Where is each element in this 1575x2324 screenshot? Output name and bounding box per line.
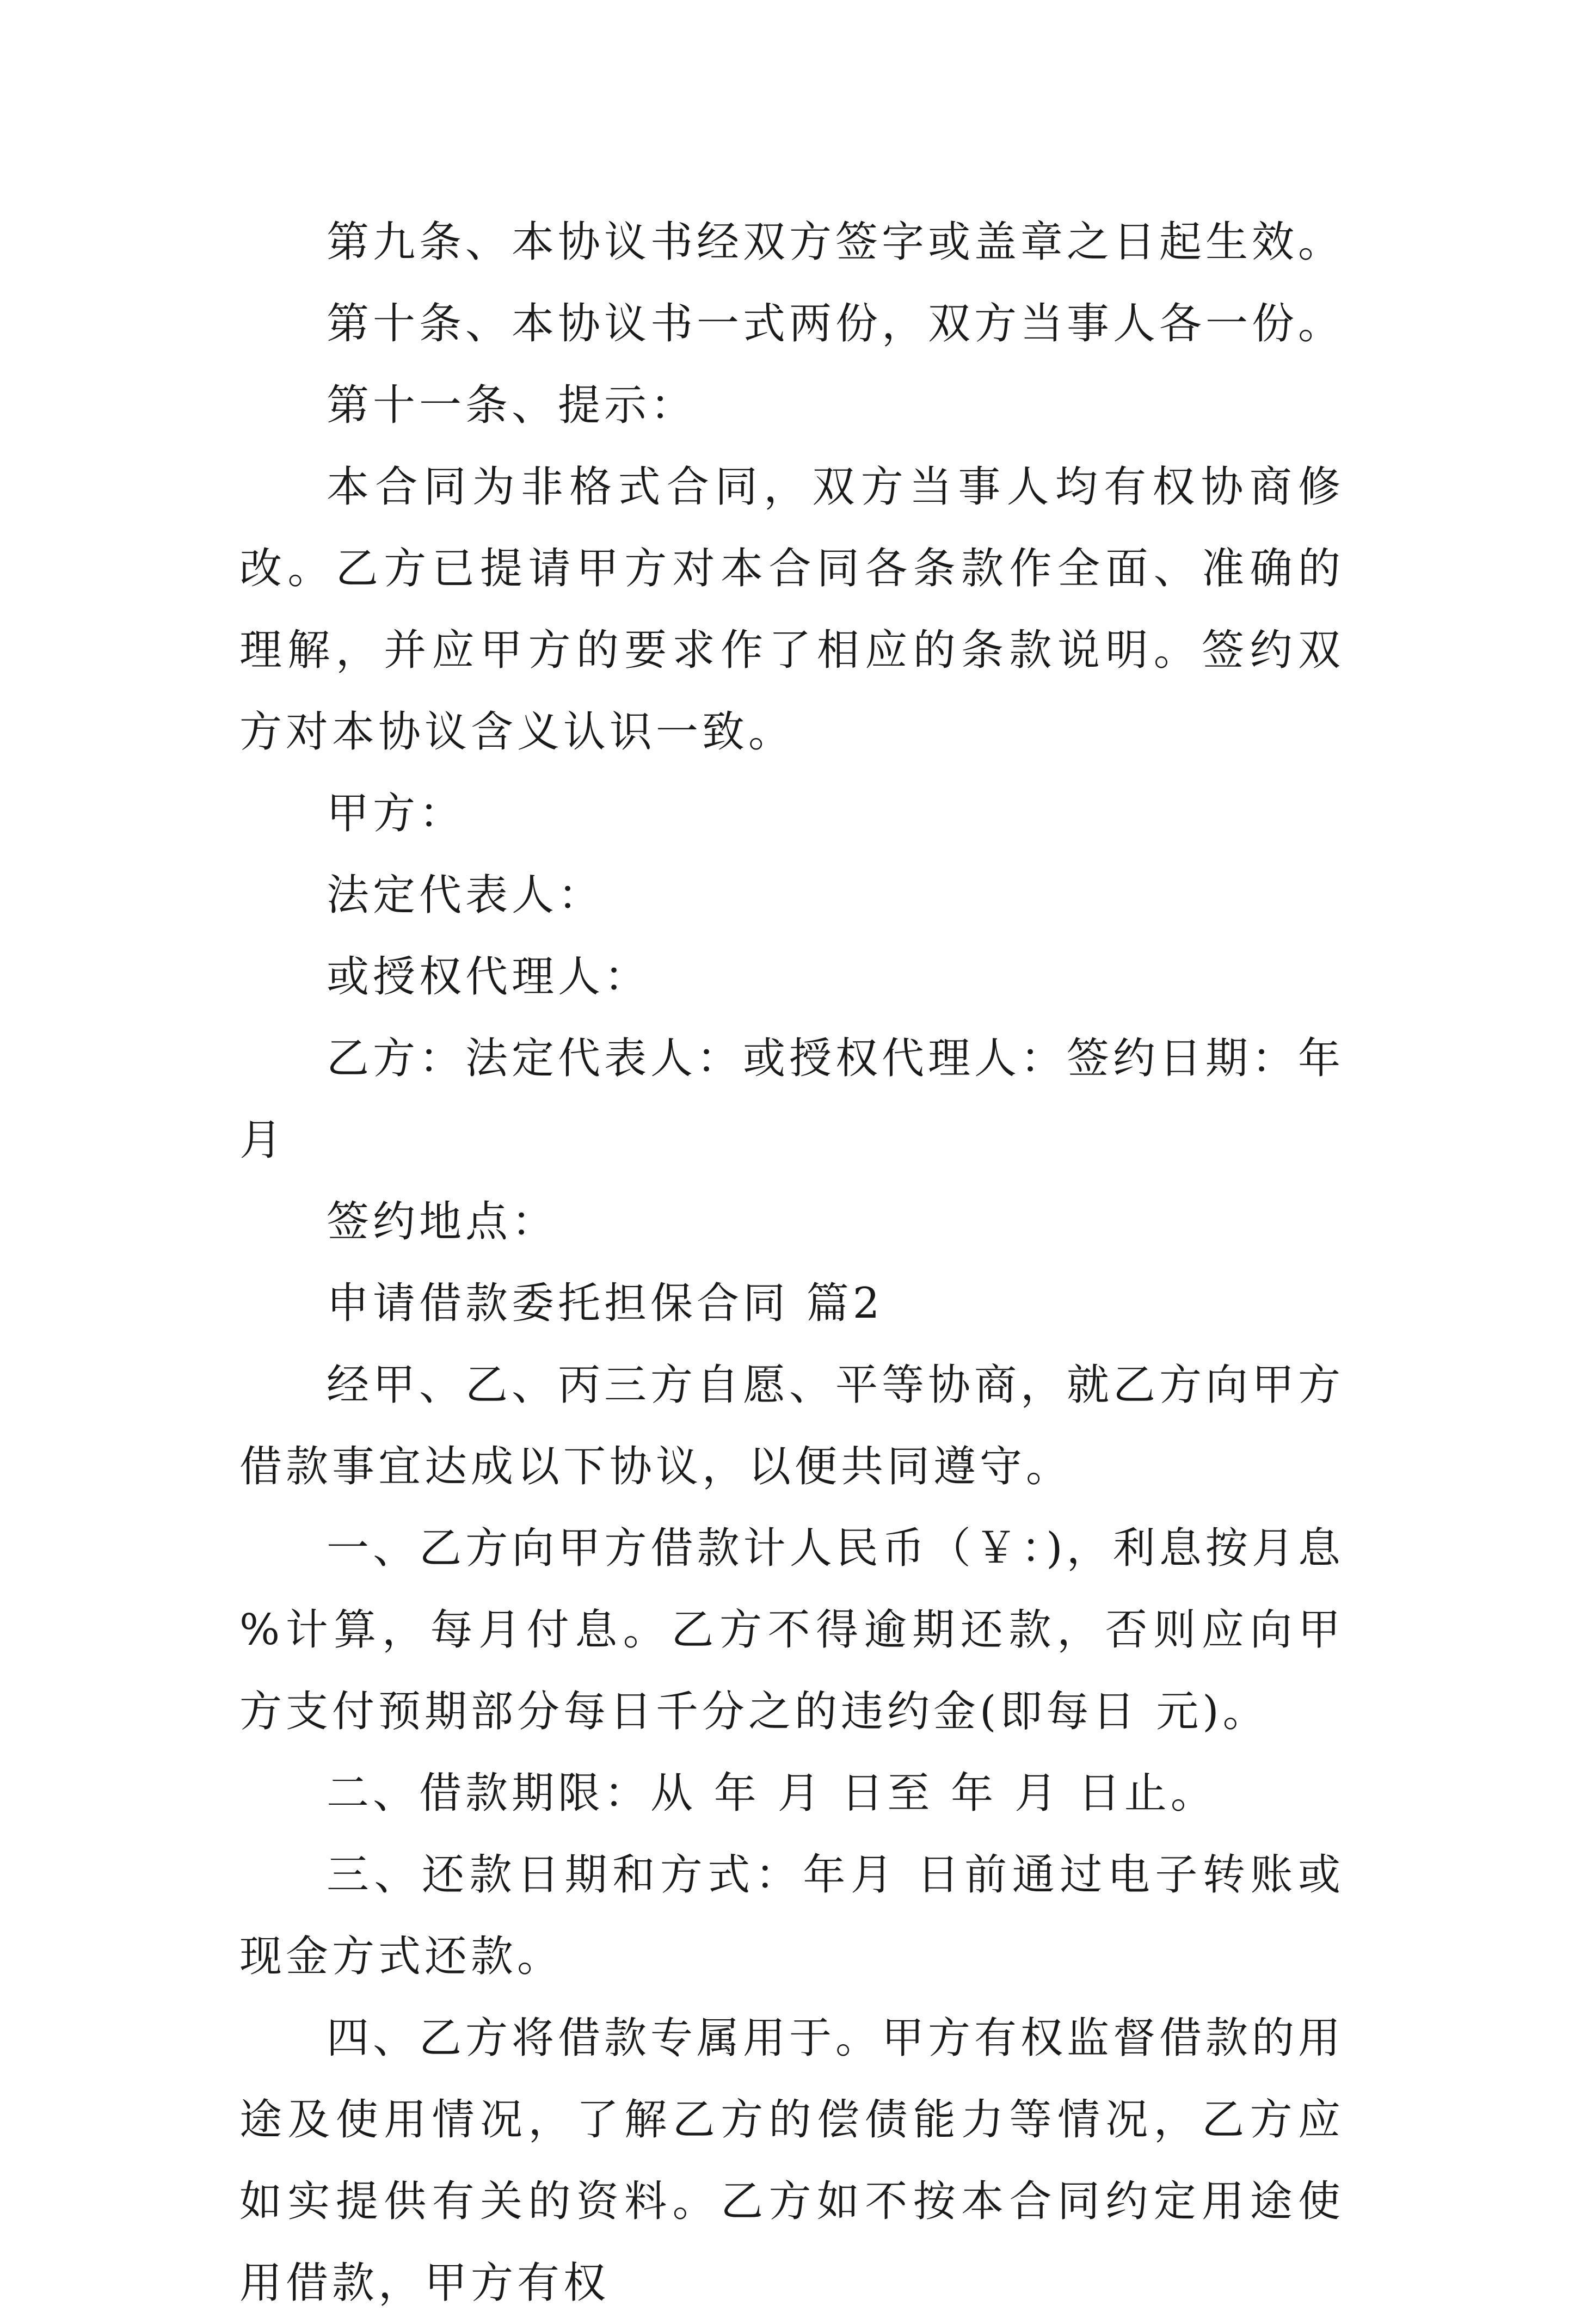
paragraph-clause-4: 四、乙方将借款专属用于。甲方有权监督借款的用途及使用情况，了解乙方的偿债能力等情况，乙方应如实提供有关的资料。乙方如不按本合同约定用途使用借款，甲方有权 <box>239 2014 1345 2308</box>
paragraph-notice: 本合同为非格式合同，双方当事人均有权协商修改。乙方已提请甲方对本合同各条款作全面、准确的理解，并应甲方的要求作了相应的条款说明。签约双方对本协议含义认识一致。 <box>239 463 1344 757</box>
paragraph-article-10: 第十条、本协议书一式两份，双方当事人各一份。 <box>327 299 1345 348</box>
party-a-label: 甲方： <box>327 789 466 838</box>
paragraph-clause-2: 二、借款期限：从 年 月 日至 年 月 日止。 <box>327 1769 1217 1818</box>
document-body <box>239 201 1344 2324</box>
party-b-signature-line: 乙方：法定代表人：或授权代理人：签约日期：年月 <box>239 1034 1345 1165</box>
paragraph-clause-3: 三、还款日期和方式：年月 日前通过电子转账或现金方式还款。 <box>239 1850 1344 1981</box>
paragraph-article-9: 第九条、本协议书经双方签字或盖章之日起生效。 <box>327 218 1345 267</box>
paragraph-preamble: 经甲、乙、丙三方自愿、平等协商，就乙方向甲方借款事宜达成以下协议，以便共同遵守。 <box>239 1361 1345 1491</box>
paragraph-clause-1: 一、乙方向甲方借款计人民币（￥：)，利息按月息 %计算，每月付息。乙方不得逾期还款，否则应向甲方支付预期部分每日千分之的违约金(即每日 元)。 <box>239 1524 1344 1736</box>
legal-representative-label: 法定代表人： <box>327 871 605 920</box>
signing-place-label: 签约地点： <box>327 1197 558 1246</box>
paragraph-article-11: 第十一条、提示： <box>327 381 697 430</box>
authorized-agent-label: 或授权代理人： <box>327 952 651 1001</box>
section-heading: 申请借款委托担保合同 篇2 <box>327 1279 884 1328</box>
